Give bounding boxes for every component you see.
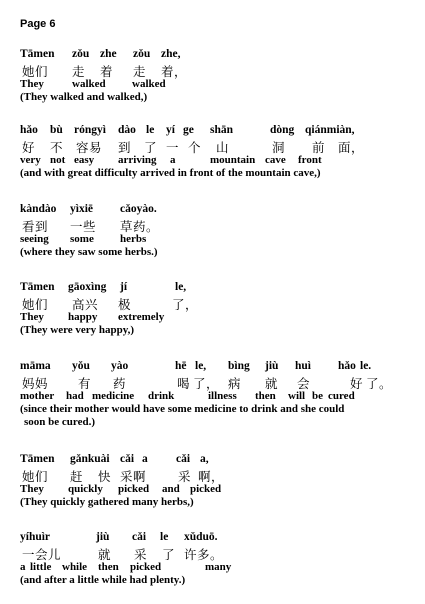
gloss-word: illness bbox=[208, 390, 237, 402]
hanzi-word: 着， bbox=[161, 64, 188, 79]
hanzi-word: 一些 bbox=[70, 219, 97, 234]
hanzi-word: 就 bbox=[98, 547, 112, 562]
hanzi-word: 她们 bbox=[22, 64, 49, 79]
pinyin-word: cǎi bbox=[120, 453, 135, 465]
gloss-line bbox=[20, 233, 420, 246]
pinyin-line bbox=[20, 360, 420, 374]
hanzi-word: 就 bbox=[265, 376, 279, 391]
hanzi-word: 会 bbox=[297, 376, 311, 391]
gloss-word: arriving bbox=[118, 154, 157, 166]
hanzi-word: 不 bbox=[50, 140, 64, 155]
pinyin-word: jiù bbox=[265, 360, 279, 372]
translation-line bbox=[20, 246, 420, 259]
gloss-word: a bbox=[20, 561, 26, 573]
hanzi-word: 好 bbox=[22, 140, 36, 155]
pinyin-word: hǎo bbox=[20, 124, 38, 136]
pinyin-word: a bbox=[142, 453, 148, 465]
gloss-word: not bbox=[50, 154, 66, 166]
hanzi-word: 她们 bbox=[22, 469, 49, 484]
pinyin-word: cǎi bbox=[132, 531, 147, 543]
hanzi-word: 洞 bbox=[272, 140, 286, 155]
sentence-block-7 bbox=[20, 531, 420, 587]
gloss-word: had bbox=[66, 390, 84, 402]
gloss-word: and bbox=[162, 483, 180, 495]
hanzi-word: 采 bbox=[178, 469, 192, 484]
hanzi-word: 好 bbox=[350, 376, 364, 391]
hanzi-word: 了， bbox=[193, 376, 220, 391]
gloss-word: cured bbox=[328, 390, 355, 402]
gloss-word: then bbox=[255, 390, 276, 402]
pinyin-word: hǎo bbox=[338, 360, 356, 372]
gloss-word: medicine bbox=[92, 390, 135, 402]
hanzi-word: 了。 bbox=[366, 376, 393, 391]
pinyin-word: dào bbox=[118, 124, 136, 136]
pinyin-line bbox=[20, 203, 420, 217]
pinyin-word: le bbox=[146, 124, 155, 136]
gloss-word: extremely bbox=[118, 311, 165, 323]
pinyin-line bbox=[20, 531, 420, 545]
hanzi-line bbox=[20, 467, 420, 483]
hanzi-word: 看到 bbox=[22, 219, 49, 234]
hanzi-word: 一会儿 bbox=[22, 547, 62, 562]
translation-line bbox=[20, 574, 420, 587]
pinyin-word: le, bbox=[195, 360, 207, 372]
pinyin-word: ge bbox=[183, 124, 194, 136]
gloss-word: many bbox=[205, 561, 232, 573]
gloss-word: They bbox=[20, 483, 44, 495]
hanzi-word: 走 bbox=[72, 64, 86, 79]
gloss-word: cave bbox=[265, 154, 286, 166]
gloss-word: walked bbox=[72, 78, 106, 90]
gloss-word: some bbox=[70, 233, 94, 245]
translation-text: (They walked and walked,) bbox=[20, 91, 148, 103]
pinyin-word: hē bbox=[175, 360, 187, 372]
sentence-block-5 bbox=[20, 360, 420, 429]
pinyin-line bbox=[20, 453, 420, 467]
pinyin-word: zhe bbox=[100, 48, 117, 60]
translation-text: (where they saw some herbs.) bbox=[20, 246, 158, 258]
hanzi-line bbox=[20, 138, 420, 154]
hanzi-word: 到 bbox=[118, 140, 132, 155]
sentence-block-3 bbox=[20, 203, 420, 259]
gloss-word: then bbox=[98, 561, 119, 573]
sentence-block-1 bbox=[20, 48, 420, 104]
gloss-line bbox=[20, 561, 420, 574]
hanzi-word: 着 bbox=[100, 64, 114, 79]
pinyin-word: róngyì bbox=[74, 124, 106, 136]
hanzi-word: 容易 bbox=[76, 140, 103, 155]
hanzi-word: 山 bbox=[216, 140, 230, 155]
gloss-word: very bbox=[20, 154, 41, 166]
gloss-word: happy bbox=[68, 311, 98, 323]
pinyin-word: jiù bbox=[96, 531, 110, 543]
translation-line bbox=[20, 496, 420, 509]
gloss-word: quickly bbox=[68, 483, 103, 495]
pinyin-word: māma bbox=[20, 360, 51, 372]
pinyin-word: Tāmen bbox=[20, 281, 55, 293]
gloss-word: They bbox=[20, 311, 44, 323]
hanzi-word: 一 bbox=[166, 140, 180, 155]
translation-line bbox=[20, 403, 420, 416]
pinyin-word: le, bbox=[175, 281, 187, 293]
pinyin-word: dòng bbox=[270, 124, 295, 136]
hanzi-word: 走 bbox=[133, 64, 147, 79]
pinyin-word: zǒu bbox=[72, 48, 90, 60]
pinyin-word: Tāmen bbox=[20, 48, 55, 60]
hanzi-word: 啊， bbox=[198, 469, 225, 484]
sentence-block-2 bbox=[20, 124, 420, 180]
pinyin-line bbox=[20, 48, 420, 62]
gloss-line bbox=[20, 154, 420, 167]
pinyin-line bbox=[20, 124, 420, 138]
sentence-block-6 bbox=[20, 453, 420, 509]
pinyin-word: shān bbox=[210, 124, 234, 136]
pinyin-word: yìxiē bbox=[70, 203, 93, 215]
hanzi-word: 草药。 bbox=[120, 219, 160, 234]
gloss-word: seeing bbox=[20, 233, 49, 245]
pinyin-word: gǎnkuài bbox=[70, 453, 110, 465]
hanzi-word: 了 bbox=[162, 547, 176, 562]
hanzi-word: 妈妈 bbox=[22, 376, 49, 391]
hanzi-word: 高兴 bbox=[72, 297, 99, 312]
gloss-word: mountain bbox=[210, 154, 256, 166]
pinyin-word: cǎi bbox=[176, 453, 191, 465]
pinyin-word: a, bbox=[200, 453, 209, 465]
pinyin-word: yí bbox=[166, 124, 175, 136]
gloss-word: little bbox=[30, 561, 52, 573]
translation-text: (since their mother would have some medicine to drink and she could bbox=[20, 403, 345, 415]
page-label: Page 6 bbox=[20, 18, 56, 30]
gloss-word: be bbox=[312, 390, 323, 402]
hanzi-word: 她们 bbox=[22, 297, 49, 312]
pinyin-word: zhe, bbox=[161, 48, 181, 60]
translation-text: (and with great difficulty arrived in front of the mountain cave,) bbox=[20, 167, 321, 179]
pinyin-word: cǎoyào. bbox=[120, 203, 157, 215]
hanzi-word: 采 bbox=[134, 547, 148, 562]
hanzi-word: 有 bbox=[78, 376, 92, 391]
gloss-line bbox=[20, 311, 420, 324]
hanzi-word: 药 bbox=[113, 376, 127, 391]
gloss-word: picked bbox=[190, 483, 222, 495]
translation-text: (They quickly gathered many herbs,) bbox=[20, 496, 194, 508]
pinyin-word: yǒu bbox=[72, 360, 90, 372]
hanzi-line bbox=[20, 62, 420, 78]
translation-text: soon be cured.) bbox=[24, 416, 95, 428]
gloss-line bbox=[20, 78, 420, 91]
hanzi-line bbox=[20, 217, 420, 233]
translation-line-continued bbox=[20, 416, 420, 429]
hanzi-word: 采啊 bbox=[120, 469, 147, 484]
hanzi-line bbox=[20, 545, 420, 561]
gloss-word: herbs bbox=[120, 233, 147, 245]
gloss-word: a bbox=[170, 154, 176, 166]
pinyin-word: zǒu bbox=[133, 48, 151, 60]
pinyin-word: huì bbox=[295, 360, 311, 372]
pinyin-word: le. bbox=[360, 360, 372, 372]
gloss-word: They bbox=[20, 78, 44, 90]
gloss-word: picked bbox=[118, 483, 150, 495]
hanzi-line bbox=[20, 374, 420, 390]
pinyin-word: yào bbox=[111, 360, 129, 372]
hanzi-word: 快 bbox=[98, 469, 112, 484]
gloss-word: front bbox=[298, 154, 322, 166]
hanzi-word: 面， bbox=[338, 140, 365, 155]
gloss-word: mother bbox=[20, 390, 55, 402]
hanzi-word: 病 bbox=[228, 376, 242, 391]
translation-line bbox=[20, 91, 420, 104]
gloss-word: easy bbox=[74, 154, 95, 166]
gloss-word: walked bbox=[132, 78, 166, 90]
hanzi-word: 了， bbox=[172, 297, 199, 312]
hanzi-word: 喝 bbox=[177, 376, 191, 391]
pinyin-line bbox=[20, 281, 420, 295]
pinyin-word: bù bbox=[50, 124, 63, 136]
translation-line bbox=[20, 324, 420, 337]
pinyin-word: xǔduō. bbox=[184, 531, 218, 543]
pinyin-word: yíhuìr bbox=[20, 531, 51, 543]
gloss-word: picked bbox=[130, 561, 162, 573]
gloss-line bbox=[20, 483, 420, 496]
hanzi-word: 前 bbox=[312, 140, 326, 155]
pinyin-word: jí bbox=[120, 281, 128, 293]
hanzi-word: 了 bbox=[144, 140, 158, 155]
hanzi-word: 个 bbox=[188, 140, 202, 155]
pinyin-word: gāoxìng bbox=[68, 281, 107, 293]
hanzi-word: 许多。 bbox=[184, 547, 224, 562]
hanzi-word: 赶 bbox=[70, 469, 84, 484]
gloss-word: while bbox=[62, 561, 88, 573]
pinyin-word: qiánmiàn, bbox=[305, 124, 355, 136]
hanzi-word: 极 bbox=[118, 297, 132, 312]
pinyin-word: kàndào bbox=[20, 203, 57, 215]
translation-line bbox=[20, 167, 420, 180]
translation-text: (and after a little while had plenty.) bbox=[20, 574, 186, 586]
pinyin-word: le bbox=[160, 531, 169, 543]
gloss-word: will bbox=[288, 390, 306, 402]
translation-text: (They were very happy,) bbox=[20, 324, 135, 336]
gloss-word: drink bbox=[148, 390, 175, 402]
sentence-block-4 bbox=[20, 281, 420, 337]
pinyin-word: bìng bbox=[228, 360, 250, 372]
hanzi-line bbox=[20, 295, 420, 311]
pinyin-word: Tāmen bbox=[20, 453, 55, 465]
gloss-line bbox=[20, 390, 420, 403]
